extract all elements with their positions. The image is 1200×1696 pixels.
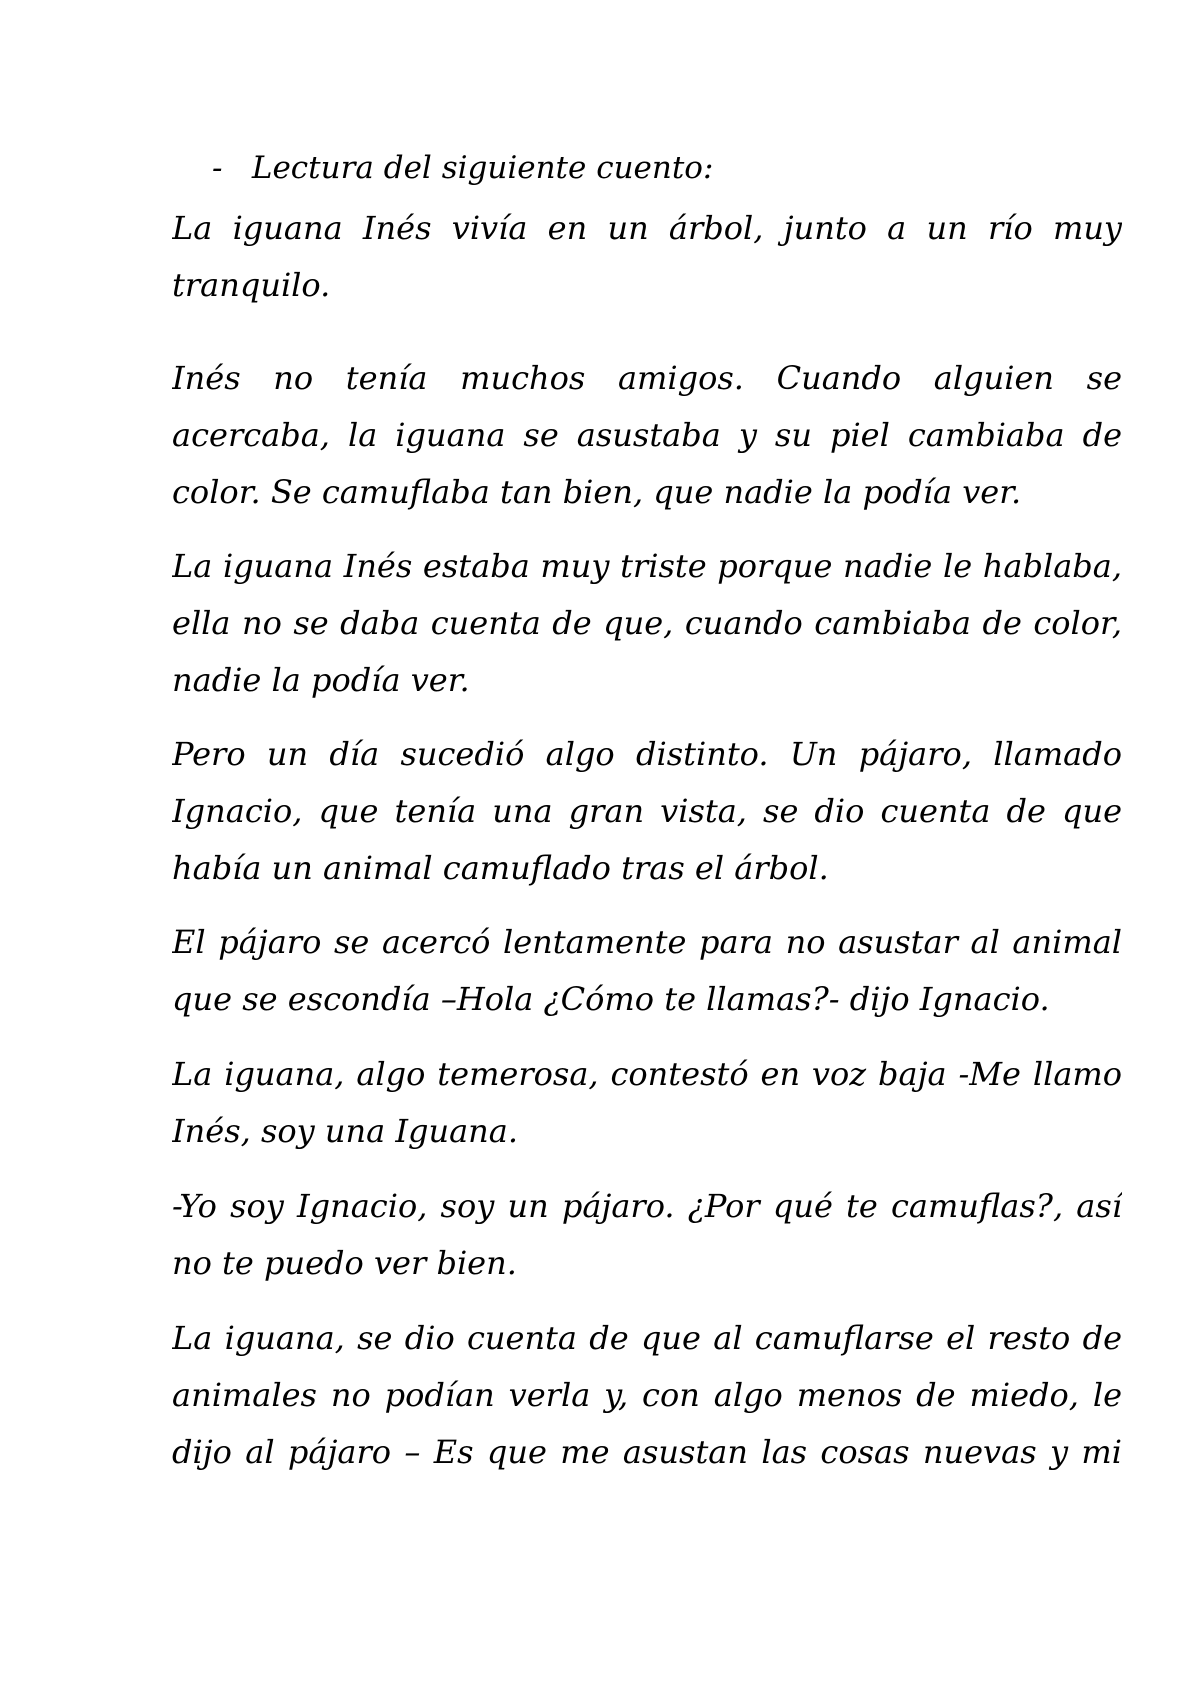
story-line: La iguana Inés estaba muy triste porque nadie le hablaba, — [172, 547, 1122, 585]
story-line: animales no podían verla y, con algo menos de miedo, le — [172, 1376, 1122, 1414]
story-line: que se escondía –Hola ¿Cómo te llamas?- dijo Ignacio. — [172, 980, 1050, 1018]
story-line: había un animal camuflado tras el árbol. — [172, 849, 829, 887]
story-paragraph-4 — [172, 726, 1122, 897]
story-line: Pero un día sucedió algo distinto. Un pájaro, llamado — [172, 735, 1122, 773]
story-line: nadie la podía ver. — [172, 661, 470, 699]
story-paragraph-3 — [172, 538, 1122, 709]
story-paragraph-1 — [172, 200, 1122, 314]
heading-dash: - — [212, 150, 223, 186]
story-line: La iguana Inés vivía en un árbol, junto a un río muy — [172, 209, 1122, 247]
story-line: La iguana, algo temerosa, contestó en voz baja -Me llamo — [172, 1055, 1122, 1093]
story-line: color. Se camuflaba tan bien, que nadie la podía ver. — [172, 473, 1022, 511]
story-paragraph-7 — [172, 1178, 1122, 1292]
story-paragraph-8 — [172, 1310, 1122, 1481]
story-paragraph-2 — [172, 350, 1122, 521]
story-line: ella no se daba cuenta de que, cuando cambiaba de color, — [172, 604, 1122, 642]
story-line: no te puedo ver bien. — [172, 1244, 517, 1282]
story-line: Inés, soy una Iguana. — [172, 1112, 519, 1150]
story-line: acercaba, la iguana se asustaba y su piel cambiaba de — [172, 416, 1122, 454]
heading-text: Lectura del siguiente cuento: — [251, 150, 714, 186]
story-paragraph-6 — [172, 1046, 1122, 1160]
story-line: El pájaro se acercó lentamente para no asustar al animal — [172, 923, 1122, 961]
story-line: La iguana, se dio cuenta de que al camuflarse el resto de — [172, 1319, 1122, 1357]
story-line: Ignacio, que tenía una gran vista, se dio cuenta de que — [172, 792, 1122, 830]
reading-heading — [212, 148, 713, 188]
story-paragraph-5 — [172, 914, 1122, 1028]
story-line: dijo al pájaro – Es que me asustan las cosas nuevas y mi — [172, 1433, 1122, 1471]
story-line: -Yo soy Ignacio, soy un pájaro. ¿Por qué te camuflas?, así — [172, 1187, 1122, 1225]
story-line: tranquilo. — [172, 266, 331, 304]
story-line: Inés no tenía muchos amigos. Cuando alguien se — [172, 359, 1122, 397]
